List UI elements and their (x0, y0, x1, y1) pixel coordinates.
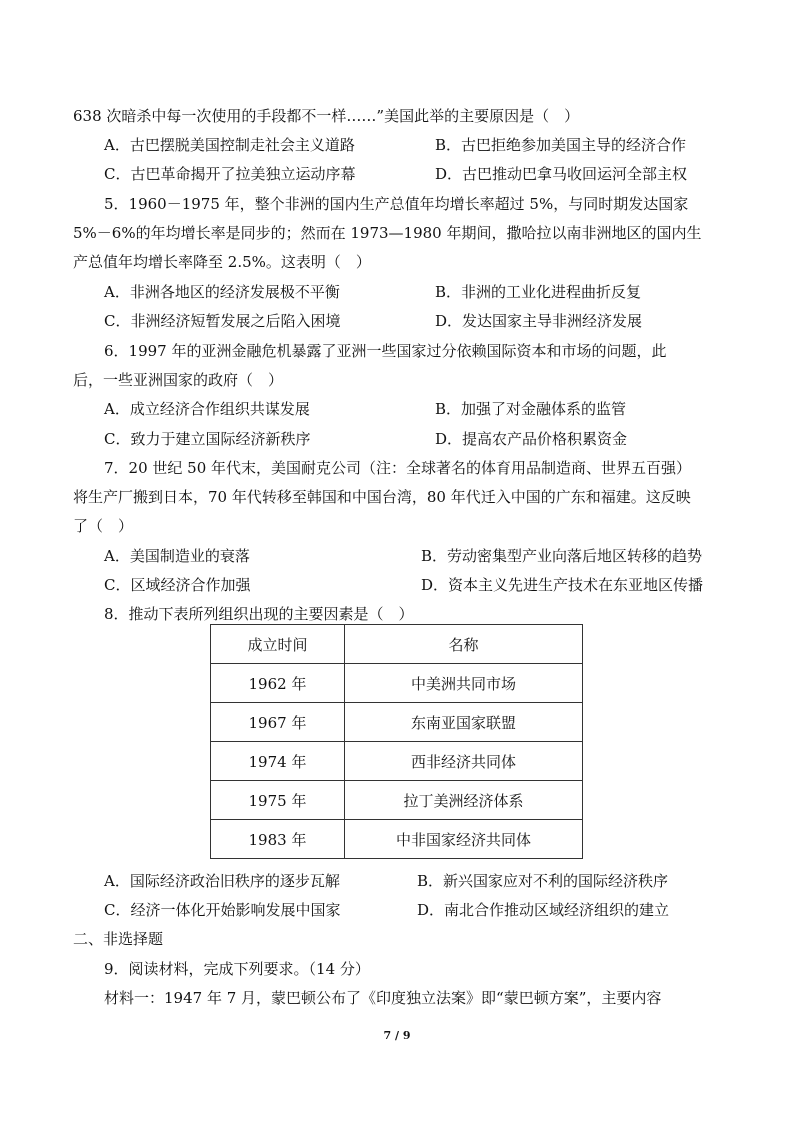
table-cell-name: 中非国家经济共同体 (345, 820, 583, 859)
q6-stem-line1: 6．1997 年的亚洲金融危机暴露了亚洲一些国家过分依赖国际资本和市场的问题，此 (104, 342, 667, 360)
q4-option-d: D．古巴推动巴拿马收回运河全部主权 (435, 165, 688, 183)
q4-option-c: C．古巴革命揭开了拉美独立运动序幕 (104, 165, 356, 183)
table-cell-year: 1962 年 (211, 664, 345, 703)
q6-option-a: A．成立经济合作组织共谋发展 (104, 400, 310, 418)
table-cell-name: 东南亚国家联盟 (345, 703, 583, 742)
q8-option-d: D．南北合作推动区域经济组织的建立 (417, 901, 670, 919)
q6-stem-line2: 后，一些亚洲国家的政府（ ） (73, 371, 284, 389)
table-cell-name: 中美洲共同市场 (345, 664, 583, 703)
table-cell-year: 1967 年 (211, 703, 345, 742)
q8-stem: 8．推动下表所列组织出现的主要因素是（ ） (104, 605, 414, 623)
table-header-cell: 成立时间 (211, 625, 345, 664)
table-row (211, 664, 583, 703)
table-cell-name: 拉丁美洲经济体系 (345, 781, 583, 820)
table-cell-year: 1983 年 (211, 820, 345, 859)
organizations-table (210, 624, 583, 859)
table-header-row (211, 625, 583, 664)
table-row (211, 781, 583, 820)
q5-option-b: B．非洲的工业化进程曲折反复 (435, 283, 642, 301)
section-heading: 二、非选择题 (73, 930, 164, 948)
table-row (211, 742, 583, 781)
q6-option-b: B．加强了对金融体系的监管 (435, 400, 627, 418)
table-row (211, 820, 583, 859)
table-row (211, 703, 583, 742)
q4-option-b: B．古巴拒绝参加美国主导的经济合作 (435, 136, 687, 154)
q5-stem-line3: 产总值年均增长率降至 2.5%。这表明（ ） (73, 253, 371, 271)
q8-option-a: A．国际经济政治旧秩序的逐步瓦解 (104, 872, 340, 890)
q7-stem-line2: 将生产厂搬到日本，70 年代转移至韩国和中国台湾，80 年代迁入中国的广东和福建。这反映 (73, 488, 691, 506)
q5-option-c: C．非洲经济短暂发展之后陷入困境 (104, 312, 341, 330)
table-header-cell: 名称 (345, 625, 583, 664)
q5-option-d: D．发达国家主导非洲经济发展 (435, 312, 643, 330)
q7-stem-line3: 了（ ） (73, 517, 134, 535)
q5-stem-line1: 5．1960－1975 年，整个非洲的国内生产总值年均增长率超过 5%，与同时期发达国家 (104, 195, 689, 213)
table-cell-year: 1975 年 (211, 781, 345, 820)
table-cell-year: 1974 年 (211, 742, 345, 781)
q7-stem-line1: 7．20 世纪 50 年代末，美国耐克公司（注：全球著名的体育用品制造商、世界五百强） (104, 459, 692, 477)
q7-option-b: B．劳动密集型产业向落后地区转移的趋势 (421, 547, 703, 565)
q5-option-a: A．非洲各地区的经济发展极不平衡 (104, 283, 340, 301)
q8-option-c: C．经济一体化开始影响发展中国家 (104, 901, 341, 919)
q7-option-c: C．区域经济合作加强 (104, 576, 251, 594)
q6-option-d: D．提高农产品价格积累资金 (435, 430, 628, 448)
page-number: 7 / 9 (383, 1029, 411, 1042)
table-cell-name: 西非经济共同体 (345, 742, 583, 781)
q8-option-b: B．新兴国家应对不利的国际经济秩序 (417, 872, 669, 890)
q4-stem: 638 次暗杀中每一次使用的手段都不一样……”美国此举的主要原因是（ ） (73, 107, 580, 125)
q7-option-d: D．资本主义先进生产技术在东亚地区传播 (421, 576, 704, 594)
q6-option-c: C．致力于建立国际经济新秩序 (104, 430, 311, 448)
q5-stem-line2: 5%－6%的年均增长率是同步的；然而在 1973—1980 年期间，撒哈拉以南非洲地区的国内生 (73, 224, 702, 242)
q4-option-a: A．古巴摆脱美国控制走社会主义道路 (104, 136, 355, 154)
q9-material-1: 材料一：1947 年 7 月，蒙巴顿公布了《印度独立法案》即“蒙巴顿方案”，主要内容 (104, 989, 662, 1007)
q9-stem: 9．阅读材料，完成下列要求。（14 分） (104, 960, 370, 978)
q7-option-a: A．美国制造业的衰落 (104, 547, 250, 565)
